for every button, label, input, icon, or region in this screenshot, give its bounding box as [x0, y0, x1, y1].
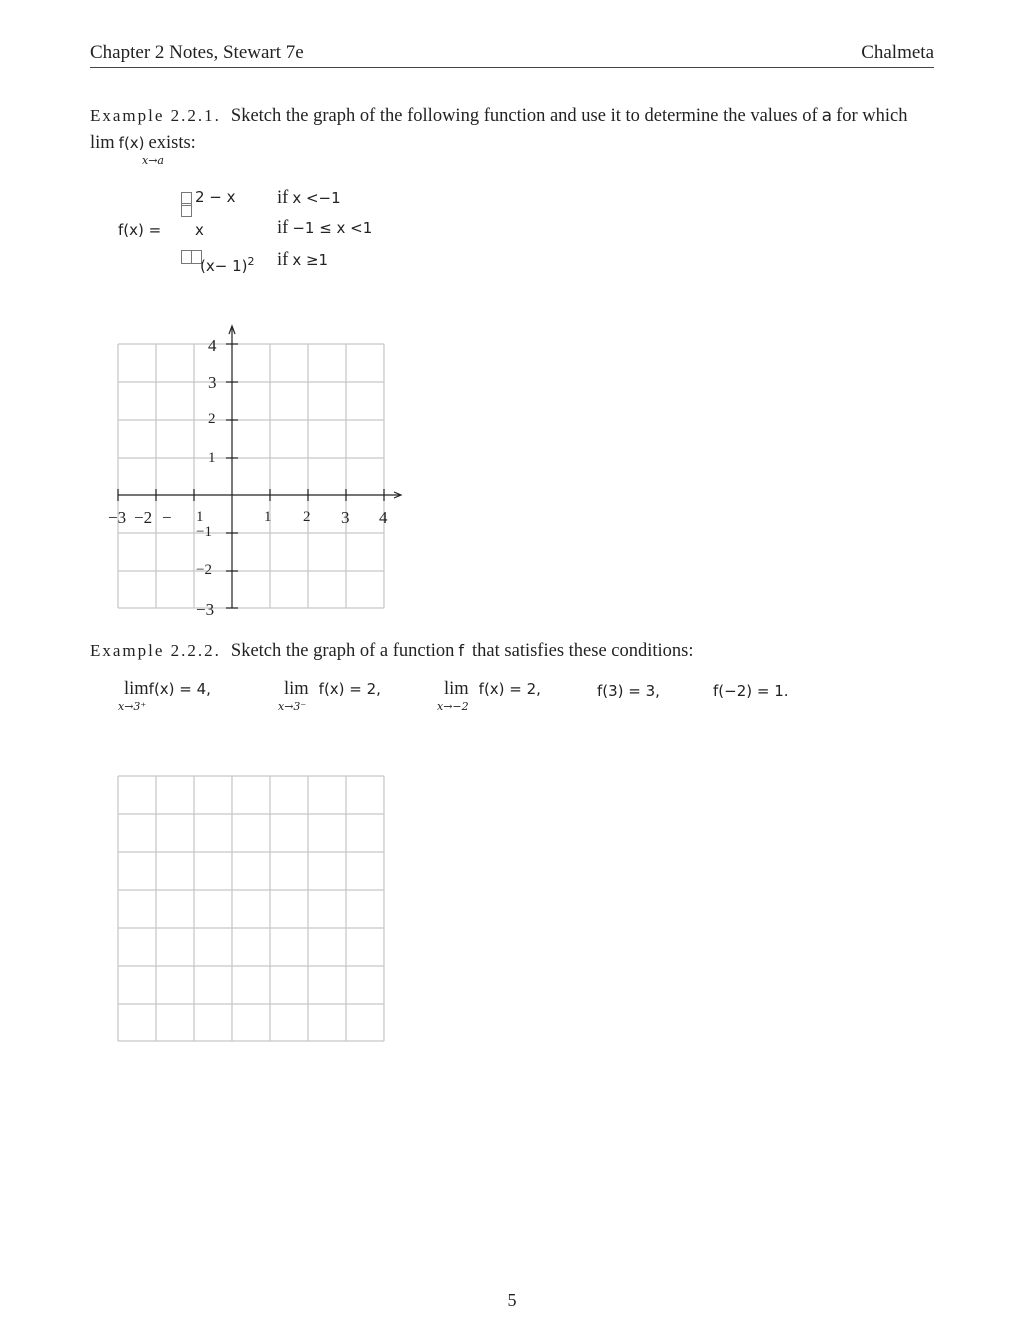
x-tick-label: 2: [303, 509, 311, 525]
example1-label: Example 2.2.1.: [90, 106, 221, 125]
condition-5: f(−2) = 1.: [713, 682, 789, 700]
example2-line1: [90, 641, 694, 662]
page-number: 5: [507, 1290, 517, 1310]
case-2-if: if: [277, 218, 289, 238]
header-right: Chalmeta: [861, 42, 934, 63]
condition-2: [284, 679, 381, 700]
y-tick-label: −1: [196, 524, 212, 540]
y-tick-label: −3: [196, 600, 215, 619]
case-2-expr: x: [195, 221, 204, 239]
condition-1: [124, 679, 211, 700]
example2-text-a: Sketch the graph of a function: [230, 641, 455, 661]
fx-label: f(x) =: [118, 221, 162, 239]
case-3-cond-expr: x ≥1: [292, 251, 329, 269]
example2-var-f: f: [458, 641, 465, 660]
y-tick-label: 3: [208, 373, 217, 392]
condition-2-expr: f(x) = 2,: [318, 680, 381, 698]
example1-lim-fx: f(x): [118, 134, 145, 152]
condition-3-sub: x→−2: [437, 700, 469, 713]
case-1-if: if: [277, 188, 289, 208]
graph1-grid: [118, 344, 384, 608]
header-left: Chapter 2 Notes, Stewart 7e: [90, 42, 304, 63]
condition-3: [444, 679, 541, 700]
y-tick-label: 1: [208, 450, 216, 466]
case-1-cond-expr: x <−1: [292, 189, 341, 207]
example1-text-b: for which: [836, 106, 908, 126]
example1-text-a: Sketch the graph of the following function and use it to determine the values of: [230, 106, 818, 126]
case-3-if: if: [277, 250, 289, 270]
example1-text-c: exists:: [148, 133, 196, 153]
condition-1-sub: x→3⁺: [118, 700, 147, 713]
x-tick-label: −2: [134, 508, 153, 527]
condition-3-expr: f(x) = 2,: [478, 680, 541, 698]
graph2-grid: [118, 776, 384, 1041]
x-tick-label: 1: [264, 509, 272, 525]
condition-3-lim: lim: [444, 679, 469, 699]
condition-4: f(3) = 3,: [597, 682, 660, 700]
condition-2-sub: x→3⁻: [278, 700, 307, 713]
y-tick-label: 2: [208, 411, 216, 427]
example2-text-b: that satisfies these conditions:: [472, 641, 694, 661]
condition-1-expr: f(x) = 4,: [148, 680, 211, 698]
x-tick-label: 3: [341, 508, 350, 527]
y-tick-label: 4: [208, 336, 217, 355]
case-3-sup: 2: [247, 255, 255, 268]
condition-2-lim: lim: [284, 679, 309, 699]
y-tick-label: −2: [196, 562, 212, 578]
case-3-base: (x− 1): [200, 257, 248, 275]
x-tick-label: 1: [196, 509, 204, 525]
x-tick-label: 4: [379, 508, 388, 527]
example1-lim-sub: x→a: [142, 154, 164, 167]
example2-label: Example 2.2.2.: [90, 641, 221, 660]
case-1-expr: 2 − x: [195, 188, 236, 206]
case-2-cond-expr: −1 ≤ x <1: [292, 219, 373, 237]
x-tick-label: −3: [108, 508, 127, 527]
example1-var-a: a: [821, 106, 833, 126]
x-tick-label: −: [162, 508, 172, 527]
example1-lim-word: lim: [90, 133, 115, 153]
condition-1-lim: lim: [124, 679, 149, 699]
